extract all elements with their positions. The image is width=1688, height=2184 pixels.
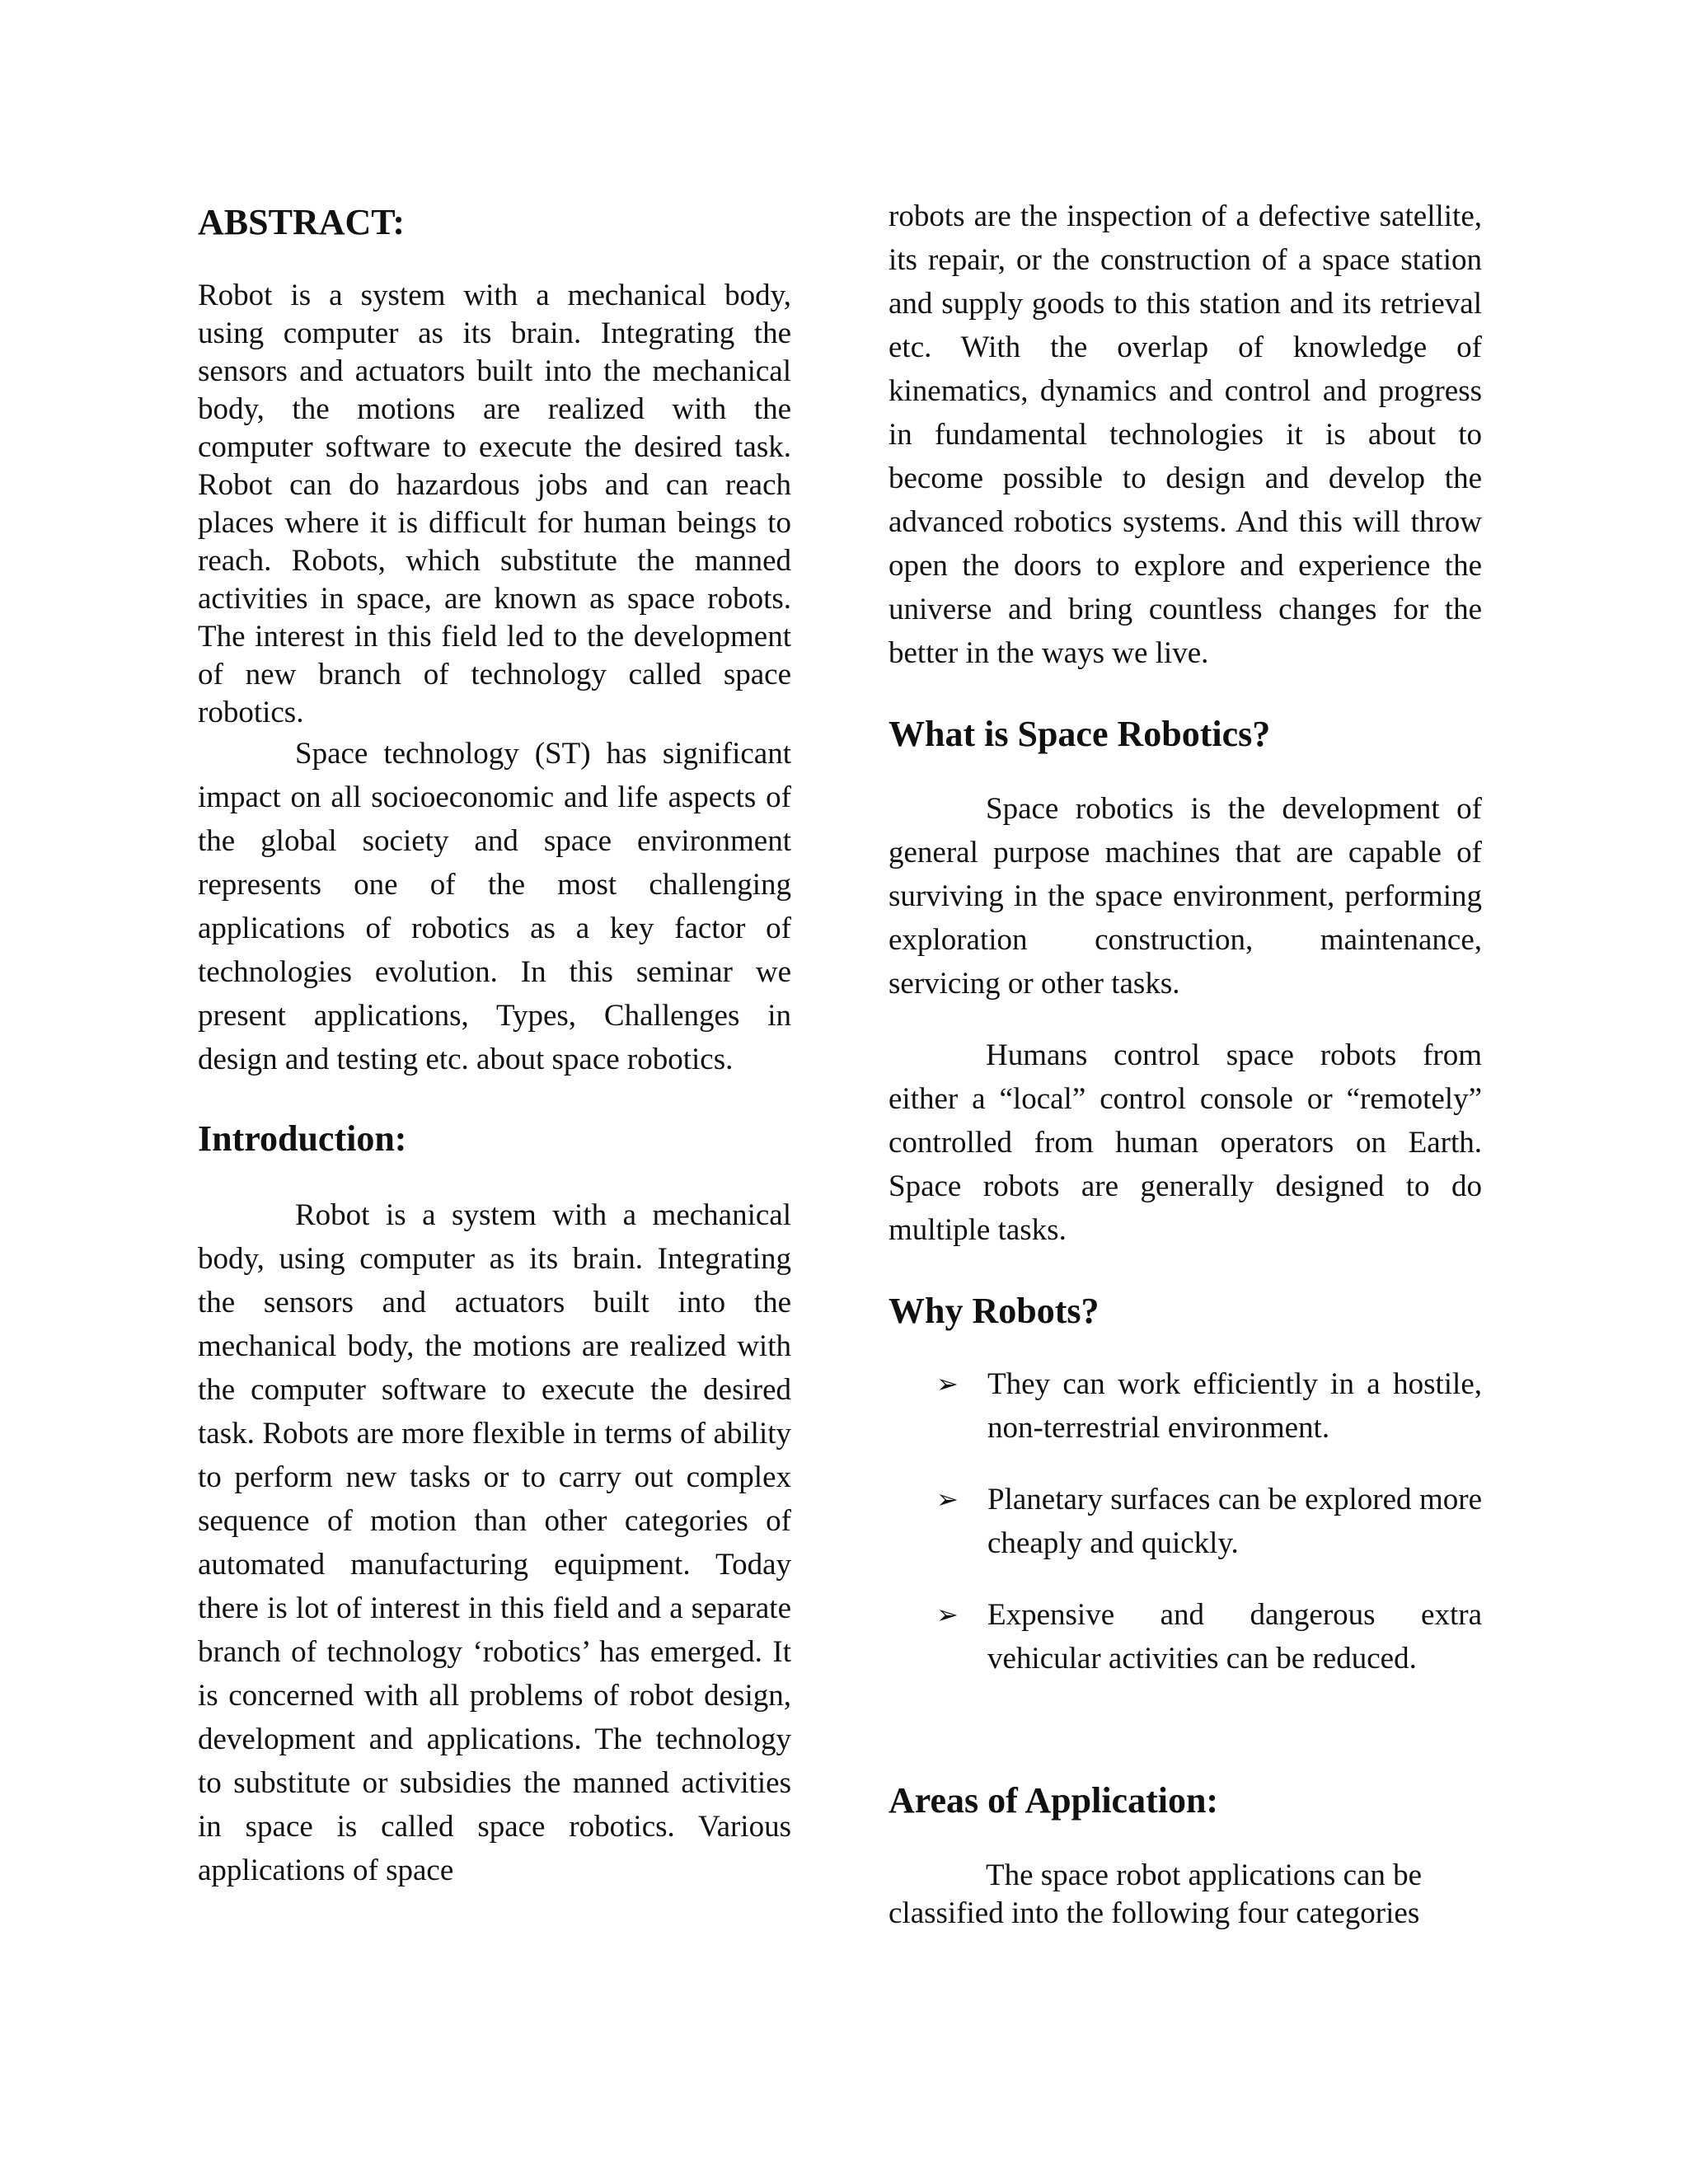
introduction-paragraph-1: Robot is a system with a mechanical body, using computer as its brain. Integrating the sensors and actuators built into the mechanical body, the motions are realized with the computer software to execute the desired task. Robots are more flexible in terms of ability to perform new tasks or to carry out complex sequence of motion than other categories of automated manufacturing equipment. Today there is lot of interest in this field and a separate branch of technology ‘robotics’ has emerged. It is concerned with all problems of robot design, development and applications. The technology to substitute or subsidies the manned activities in space is called space robotics. Various applications of space xyxy=(198,1198,791,1887)
arrow-bullet-icon: ➢ xyxy=(936,1483,959,1515)
right-column xyxy=(889,191,1482,1933)
list-item-text: Expensive and dangerous extra vehicular activities can be reduced. xyxy=(987,1598,1482,1675)
why-robots-heading: Why Robots? xyxy=(889,1291,1100,1331)
what-is-paragraph-2: Humans control space robots from either a “local” control console or “remotely” controlled from human operators on Earth. Space robots are generally designed to do multiple tasks. xyxy=(889,1038,1482,1247)
list-item xyxy=(889,1362,1482,1450)
list-item xyxy=(889,1478,1482,1565)
list-item-text: Planetary surfaces can be explored more cheaply and quickly. xyxy=(987,1483,1482,1560)
what-is-space-robotics-heading: What is Space Robotics? xyxy=(889,714,1271,754)
list-item-text: They can work efficiently in a hostile, non-terrestrial environment. xyxy=(987,1367,1482,1445)
what-is-paragraph-1: Space robotics is the development of general purpose machines that are capable of surviving in the space environment, performing exploration construction, maintenance, servicing or other tasks. xyxy=(889,792,1482,1001)
left-column xyxy=(198,191,791,1892)
areas-paragraph-1: The space robot applications can be classified into the following four categories xyxy=(889,1858,1423,1930)
why-robots-list xyxy=(889,1362,1482,1680)
introduction-paragraph-1-continued: robots are the inspection of a defective satellite, its repair, or the construction of a space station and supply goods to this station and its retrieval etc. With the overlap of knowledge of kinematics, dynamics and control and progress in fundamental technologies it is about to become possible to design and develop the advanced robotics systems. And this will throw open the doors to explore and experience the universe and bring countless changes for the better in the ways we live. xyxy=(889,199,1482,670)
abstract-heading: ABSTRACT: xyxy=(198,202,406,242)
arrow-bullet-icon: ➢ xyxy=(936,1599,959,1630)
abstract-paragraph-2: Space technology (ST) has significant impact on all socioeconomic and life aspects of the global society and space environment represents one of the most challenging applications of robotics as a key factor of technologies evolution. In this seminar we present applications, Types, Challenges in design and testing etc. about space robotics. xyxy=(198,737,791,1076)
abstract-paragraph-1: Robot is a system with a mechanical body, using computer as its brain. Integrating the sensors and actuators built into the mechanical body, the motions are realized with the computer software to execute the desired task. Robot can do hazardous jobs and can reach places where it is difficult for human beings to reach. Robots, which substitute the manned activities in space, are known as space robots. The interest in this field led to the development of new branch of technology called space robotics. xyxy=(198,279,791,729)
areas-of-application-heading: Areas of Application: xyxy=(889,1780,1219,1821)
list-item xyxy=(889,1593,1482,1680)
introduction-heading: Introduction: xyxy=(198,1118,407,1159)
arrow-bullet-icon: ➢ xyxy=(936,1368,959,1399)
